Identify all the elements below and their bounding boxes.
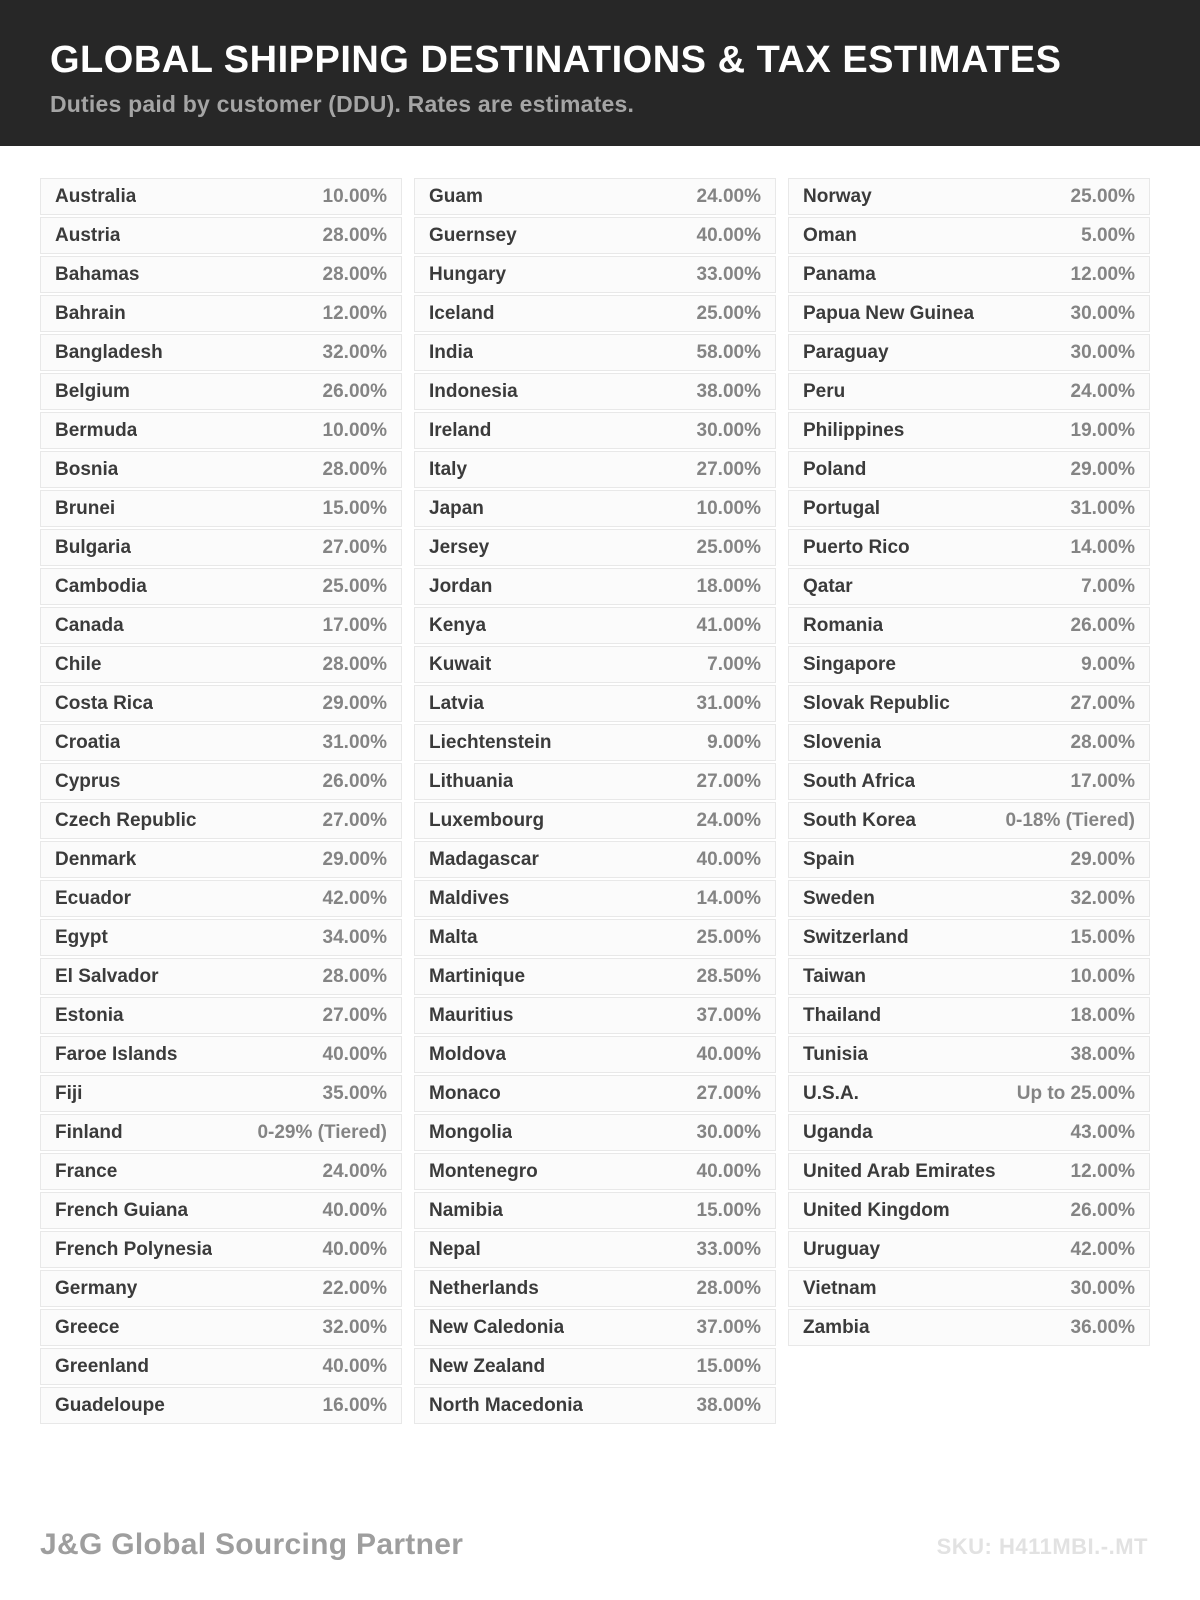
table-row [414,178,776,215]
tax-rate: 42.00% [1070,1238,1135,1260]
rate-column [40,178,402,1426]
table-row [414,1075,776,1112]
tax-rate: 26.00% [1070,1199,1135,1221]
tax-rate: 36.00% [1070,1316,1135,1338]
country-name: Tunisia [803,1043,869,1065]
table-row [40,880,402,917]
rate-column [414,178,776,1426]
tax-rate: 17.00% [322,614,387,636]
table-row [414,217,776,254]
country-name: Liechtenstein [429,731,552,753]
table-row [40,1270,402,1307]
country-name: Monaco [429,1082,501,1104]
table-row [414,685,776,722]
country-name: Panama [803,263,876,285]
table-row [40,1036,402,1073]
table-row [40,1231,402,1268]
table-row [788,490,1150,527]
country-name: Norway [803,185,872,207]
country-name: Mauritius [429,1004,514,1026]
tax-rate: 10.00% [696,497,761,519]
table-row [414,997,776,1034]
country-name: Chile [55,653,102,675]
tax-rate: 24.00% [1070,380,1135,402]
table-row [788,568,1150,605]
table-row [40,646,402,683]
tax-rate: Up to 25.00% [1016,1082,1135,1104]
country-name: Taiwan [803,965,866,987]
tax-rate: 40.00% [322,1199,387,1221]
tax-rate: 22.00% [322,1277,387,1299]
table-row [40,373,402,410]
country-name: Peru [803,380,846,402]
country-name: United Kingdom [803,1199,950,1221]
table-row [788,1231,1150,1268]
tax-rate: 43.00% [1070,1121,1135,1143]
tax-rate: 31.00% [696,692,761,714]
country-name: Philippines [803,419,905,441]
tax-rate: 10.00% [322,419,387,441]
country-name: Spain [803,848,855,870]
table-row [414,1192,776,1229]
table-row [40,217,402,254]
country-name: Guam [429,185,483,207]
country-name: Bermuda [55,419,138,441]
table-row [414,1270,776,1307]
country-name: Thailand [803,1004,882,1026]
tax-rate: 26.00% [322,770,387,792]
country-name: El Salvador [55,965,159,987]
country-name: Portugal [803,497,881,519]
tax-rate: 24.00% [696,185,761,207]
country-name: Switzerland [803,926,909,948]
tax-rate: 27.00% [696,770,761,792]
tax-rate: 7.00% [707,653,761,675]
table-row [40,802,402,839]
tax-rate: 40.00% [696,1043,761,1065]
country-name: French Polynesia [55,1238,213,1260]
table-row [414,841,776,878]
tax-rate: 12.00% [1070,1160,1135,1182]
country-name: Jersey [429,536,490,558]
tax-rate: 28.00% [322,965,387,987]
country-name: Lithuania [429,770,514,792]
table-row [414,451,776,488]
table-row [788,1153,1150,1190]
tax-rate: 25.00% [696,302,761,324]
country-name: Qatar [803,575,853,597]
page-footer [40,1528,1148,1562]
table-row [414,256,776,293]
country-name: Uruguay [803,1238,881,1260]
table-row [40,256,402,293]
tax-rate: 16.00% [322,1394,387,1416]
country-name: India [429,341,474,363]
table-row [40,178,402,215]
tax-rate: 27.00% [696,1082,761,1104]
table-row [414,529,776,566]
tax-rate: 58.00% [696,341,761,363]
table-row [40,1309,402,1346]
country-name: Greece [55,1316,120,1338]
table-row [788,1192,1150,1229]
table-row [40,1348,402,1385]
country-name: Australia [55,185,137,207]
tax-rate: 18.00% [696,575,761,597]
country-name: U.S.A. [803,1082,859,1104]
tax-rate: 27.00% [1070,692,1135,714]
sku-label: SKU: H411MBI.-.MT [936,1534,1148,1559]
tax-rate: 0-29% (Tiered) [257,1121,387,1143]
table-row [414,1348,776,1385]
tax-rate: 25.00% [696,926,761,948]
table-row [788,919,1150,956]
tax-rate: 28.00% [322,263,387,285]
country-name: South Korea [803,809,916,831]
tax-rate: 12.00% [322,302,387,324]
country-name: New Zealand [429,1355,546,1377]
country-name: Romania [803,614,884,636]
table-row [788,607,1150,644]
tax-rate: 9.00% [1081,653,1135,675]
tax-rate: 31.00% [1070,497,1135,519]
table-row [414,334,776,371]
tax-rate: 24.00% [696,809,761,831]
tax-rate: 29.00% [322,692,387,714]
country-name: Malta [429,926,478,948]
country-name: Cyprus [55,770,121,792]
country-name: Montenegro [429,1160,538,1182]
tax-rate: 27.00% [322,536,387,558]
country-name: North Macedonia [429,1394,584,1416]
table-row [40,1192,402,1229]
table-row [788,997,1150,1034]
table-row [414,1309,776,1346]
tax-rate: 17.00% [1070,770,1135,792]
table-row [414,607,776,644]
table-row [788,724,1150,761]
country-name: Bahrain [55,302,126,324]
table-row [40,685,402,722]
country-name: Iceland [429,302,495,324]
table-row [414,1387,776,1424]
country-name: Guadeloupe [55,1394,165,1416]
table-row [414,919,776,956]
table-row [40,334,402,371]
country-name: Ireland [429,419,492,441]
table-row [40,763,402,800]
tax-rate: 19.00% [1070,419,1135,441]
table-row [414,763,776,800]
tax-rate: 31.00% [322,731,387,753]
page-title: GLOBAL SHIPPING DESTINATIONS & TAX ESTIMATES [50,39,1062,81]
table-row [788,529,1150,566]
table-row [414,724,776,761]
tax-rate: 10.00% [322,185,387,207]
table-row [40,490,402,527]
table-row [414,1114,776,1151]
country-name: Hungary [429,263,507,285]
country-name: Italy [429,458,468,480]
table-row [40,529,402,566]
table-row [40,607,402,644]
tax-rate: 40.00% [322,1238,387,1260]
table-row [788,217,1150,254]
tax-rate: 0-18% (Tiered) [1005,809,1135,831]
table-row [788,1270,1150,1307]
tax-rate: 32.00% [1070,887,1135,909]
tax-rate: 30.00% [696,1121,761,1143]
tax-rate: 40.00% [696,224,761,246]
country-name: Papua New Guinea [803,302,975,324]
tax-rate: 28.00% [322,224,387,246]
country-name: Bangladesh [55,341,163,363]
table-row [414,1231,776,1268]
table-row [40,1387,402,1424]
tax-rate: 9.00% [707,731,761,753]
table-row [414,646,776,683]
table-row [40,412,402,449]
table-row [414,412,776,449]
tax-rate: 30.00% [1070,302,1135,324]
country-name: Maldives [429,887,510,909]
country-name: Puerto Rico [803,536,910,558]
country-name: Costa Rica [55,692,154,714]
country-name: Martinique [429,965,526,987]
country-name: Faroe Islands [55,1043,178,1065]
country-name: Greenland [55,1355,149,1377]
table-row [40,841,402,878]
country-name: Netherlands [429,1277,539,1299]
tax-rate: 18.00% [1070,1004,1135,1026]
rate-column [788,178,1150,1426]
table-row [40,568,402,605]
tax-rate: 14.00% [696,887,761,909]
country-name: Uganda [803,1121,873,1143]
tax-rate: 40.00% [322,1043,387,1065]
table-row [40,724,402,761]
tax-rate: 10.00% [1070,965,1135,987]
tax-rate: 37.00% [696,1004,761,1026]
tax-rate: 40.00% [322,1355,387,1377]
tax-rate: 38.00% [1070,1043,1135,1065]
table-row [40,451,402,488]
tax-rate: 33.00% [696,263,761,285]
country-name: Mongolia [429,1121,513,1143]
country-name: Madagascar [429,848,539,870]
tax-rate: 40.00% [696,848,761,870]
table-row [40,997,402,1034]
footer-brand: J&G Global Sourcing Partner [40,1528,464,1561]
country-name: Bahamas [55,263,140,285]
tax-rate: 29.00% [322,848,387,870]
tax-rate: 27.00% [322,1004,387,1026]
tax-rate: 5.00% [1081,224,1135,246]
country-name: Finland [55,1121,123,1143]
country-name: Namibia [429,1199,503,1221]
table-row [788,295,1150,332]
table-row [788,685,1150,722]
table-row [40,295,402,332]
country-name: Sweden [803,887,875,909]
table-row [788,334,1150,371]
tax-rate: 15.00% [696,1199,761,1221]
rates-table [40,178,1150,1426]
table-row [788,646,1150,683]
page-header [0,0,1200,146]
tax-rate: 24.00% [322,1160,387,1182]
country-name: Bulgaria [55,536,132,558]
table-row [414,802,776,839]
tax-rate: 25.00% [696,536,761,558]
tax-rate: 26.00% [1070,614,1135,636]
tax-rate: 30.00% [1070,1277,1135,1299]
tax-rate: 32.00% [322,1316,387,1338]
table-row [788,256,1150,293]
country-name: Guernsey [429,224,517,246]
tax-rate: 28.00% [322,458,387,480]
table-row [414,568,776,605]
table-row [788,958,1150,995]
tax-rate: 26.00% [322,380,387,402]
country-name: Estonia [55,1004,124,1026]
tax-rate: 28.00% [1070,731,1135,753]
table-row [414,880,776,917]
tax-rate: 27.00% [696,458,761,480]
country-name: New Caledonia [429,1316,565,1338]
country-name: Cambodia [55,575,147,597]
tax-rate: 37.00% [696,1316,761,1338]
tax-rate: 42.00% [322,887,387,909]
country-name: Indonesia [429,380,518,402]
country-name: Fiji [55,1082,83,1104]
table-row [414,295,776,332]
country-name: United Arab Emirates [803,1160,996,1182]
country-name: Ecuador [55,887,132,909]
table-row [788,841,1150,878]
country-name: Germany [55,1277,138,1299]
country-name: Belgium [55,380,130,402]
table-row [788,880,1150,917]
tax-rate: 15.00% [696,1355,761,1377]
country-name: Nepal [429,1238,481,1260]
country-name: Austria [55,224,121,246]
tax-rate: 33.00% [696,1238,761,1260]
table-row [414,490,776,527]
country-name: Brunei [55,497,116,519]
tax-rate: 28.00% [696,1277,761,1299]
table-row [788,802,1150,839]
tax-rate: 40.00% [696,1160,761,1182]
tax-rate: 41.00% [696,614,761,636]
tax-rate: 35.00% [322,1082,387,1104]
tax-rate: 27.00% [322,809,387,831]
table-row [414,373,776,410]
table-row [788,412,1150,449]
country-name: Slovak Republic [803,692,950,714]
table-row [40,919,402,956]
country-name: Moldova [429,1043,507,1065]
country-name: Jordan [429,575,493,597]
table-row [40,1075,402,1112]
table-row [788,178,1150,215]
country-name: Canada [55,614,124,636]
table-row [40,1153,402,1190]
tax-rate: 14.00% [1070,536,1135,558]
country-name: French Guiana [55,1199,189,1221]
table-row [788,1075,1150,1112]
country-name: Slovenia [803,731,882,753]
country-name: Kenya [429,614,487,636]
country-name: Singapore [803,653,896,675]
table-row [414,1036,776,1073]
country-name: Croatia [55,731,121,753]
country-name: Egypt [55,926,108,948]
country-name: Latvia [429,692,484,714]
country-name: Luxembourg [429,809,545,831]
country-name: France [55,1160,118,1182]
country-name: Paraguay [803,341,889,363]
country-name: Denmark [55,848,137,870]
tax-rate: 34.00% [322,926,387,948]
country-name: South Africa [803,770,916,792]
country-name: Zambia [803,1316,870,1338]
tax-rate: 38.00% [696,1394,761,1416]
tax-rate: 7.00% [1081,575,1135,597]
tax-rate: 30.00% [1070,341,1135,363]
country-name: Oman [803,224,857,246]
page-subtitle: Duties paid by customer (DDU). Rates are estimates. [50,90,635,117]
table-row [788,763,1150,800]
table-row [40,958,402,995]
country-name: Japan [429,497,484,519]
tax-rate: 15.00% [1070,926,1135,948]
country-name: Kuwait [429,653,492,675]
tax-rate: 12.00% [1070,263,1135,285]
tax-rate: 25.00% [1070,185,1135,207]
table-row [788,1309,1150,1346]
tax-rate: 30.00% [696,419,761,441]
tax-rate: 38.00% [696,380,761,402]
country-name: Czech Republic [55,809,197,831]
table-row [788,1114,1150,1151]
table-row [414,1153,776,1190]
tax-rate: 15.00% [322,497,387,519]
country-name: Bosnia [55,458,119,480]
tax-rate: 28.50% [696,965,761,987]
table-row [788,1036,1150,1073]
tax-rate: 29.00% [1070,848,1135,870]
tax-rate: 29.00% [1070,458,1135,480]
table-row [414,958,776,995]
table-row [40,1114,402,1151]
country-name: Vietnam [803,1277,877,1299]
country-name: Poland [803,458,867,480]
tax-rate: 32.00% [322,341,387,363]
tax-rate: 28.00% [322,653,387,675]
table-row [788,451,1150,488]
tax-rate: 25.00% [322,575,387,597]
table-row [788,373,1150,410]
